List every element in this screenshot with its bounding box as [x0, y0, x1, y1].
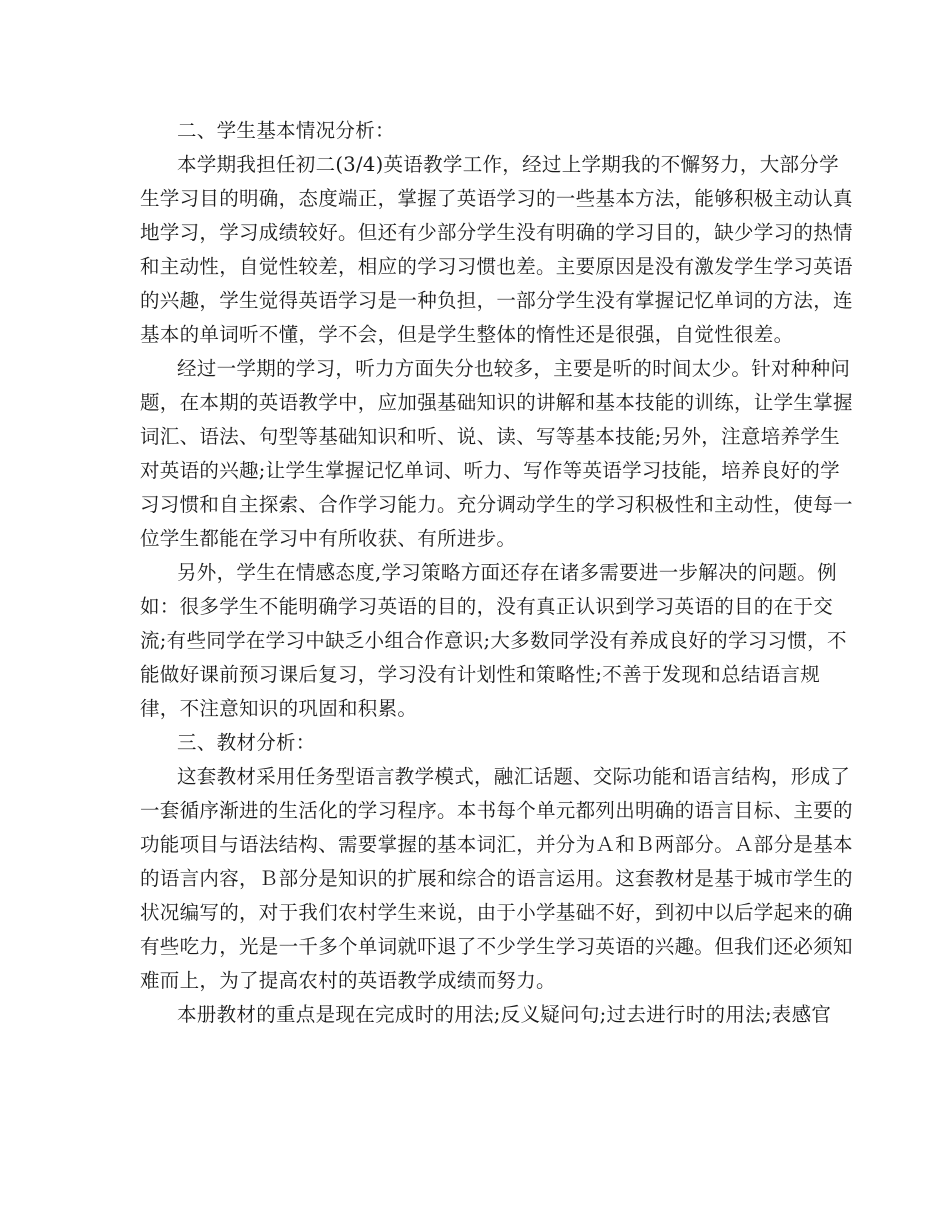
- text-line: 词汇、语法、句型等基础知识和听、说、读、写等基本技能;另外，注意培养学生: [140, 425, 840, 448]
- text-line: 另外，学生在情感态度,学习策略方面还存在诸多需要进一步解决的问题。例: [177, 561, 837, 584]
- text-line: 这套教材采用任务型语言教学模式，融汇话题、交际功能和语言结构，形成了: [177, 765, 851, 788]
- text-line: 流;有些同学在学习中缺乏小组合作意识;大多数同学没有养成良好的学习习惯，不: [140, 629, 847, 652]
- text-line: 题，在本期的英语教学中，应加强基础知识的讲解和基本技能的训练，让学生掌握: [140, 391, 853, 414]
- text-line: 功能项目与语法结构、需要掌握的基本词汇，并分为Ａ和Ｂ两部分。Ａ部分是基本: [140, 833, 853, 856]
- document-body: [140, 114, 853, 1032]
- text-line: 律，不注意知识的巩固和积累。: [140, 697, 418, 720]
- text-line: 基本的单词听不懂，学不会，但是学生整体的惰性还是很强，自觉性很差。: [140, 323, 794, 346]
- text-line: 有些吃力，光是一千多个单词就吓退了不少学生学习英语的兴趣。但我们还必须知: [140, 935, 853, 958]
- text-line: 的兴趣，学生觉得英语学习是一种负担，一部分学生没有掌握记忆单词的方法，连: [140, 289, 853, 312]
- text-line: 经过一学期的学习，听力方面失分也较多，主要是听的时间太少。针对种种问: [177, 357, 851, 380]
- text-line: 本册教材的重点是现在完成时的用法;反义疑问句;过去进行时的用法;表感官: [177, 1003, 832, 1026]
- text-line: 和主动性，自觉性较差，相应的学习习惯也差。主要原因是没有激发学生学习英语: [140, 255, 853, 278]
- text-line: 位学生都能在学习中有所收获、有所进步。: [140, 527, 517, 550]
- text-line: 如：很多学生不能明确学习英语的目的，没有真正认识到学习英语的目的在于交: [140, 595, 834, 618]
- text-line: 对英语的兴趣;让学生掌握记忆单词、听力、写作等英语学习技能，培养良好的学: [140, 459, 840, 482]
- text-line: 能做好课前预习课后复习，学习没有计划性和策略性;不善于发现和总结语言规: [140, 663, 821, 686]
- text-line: 习习惯和自主探索、合作学习能力。充分调动学生的学习积极性和主动性，使每一: [140, 493, 853, 516]
- text-line: 本学期我担任初二(3/4)英语教学工作，经过上学期我的不懈努力，大部分学: [177, 153, 839, 176]
- text-line: 三、教材分析：: [177, 731, 316, 754]
- text-line: 状况编写的，对于我们农村学生来说，由于小学基础不好，到初中以后学起来的确: [140, 901, 853, 924]
- text-line: 地学习，学习成绩较好。但还有少部分学生没有明确的学习目的，缺少学习的热情: [140, 221, 853, 244]
- text-line: 二、学生基本情况分析：: [177, 119, 395, 142]
- text-line: 一套循序渐进的生活化的学习程序。本书每个单元都列出明确的语言目标、主要的: [140, 799, 853, 822]
- text-line: 的语言内容，Ｂ部分是知识的扩展和综合的语言运用。这套教材是基于城市学生的: [140, 867, 853, 890]
- text-line: 难而上，为了提高农村的英语教学成绩而努力。: [140, 969, 556, 992]
- text-line: 生学习目的明确，态度端正，掌握了英语学习的一些基本方法，能够积极主动认真: [140, 187, 853, 210]
